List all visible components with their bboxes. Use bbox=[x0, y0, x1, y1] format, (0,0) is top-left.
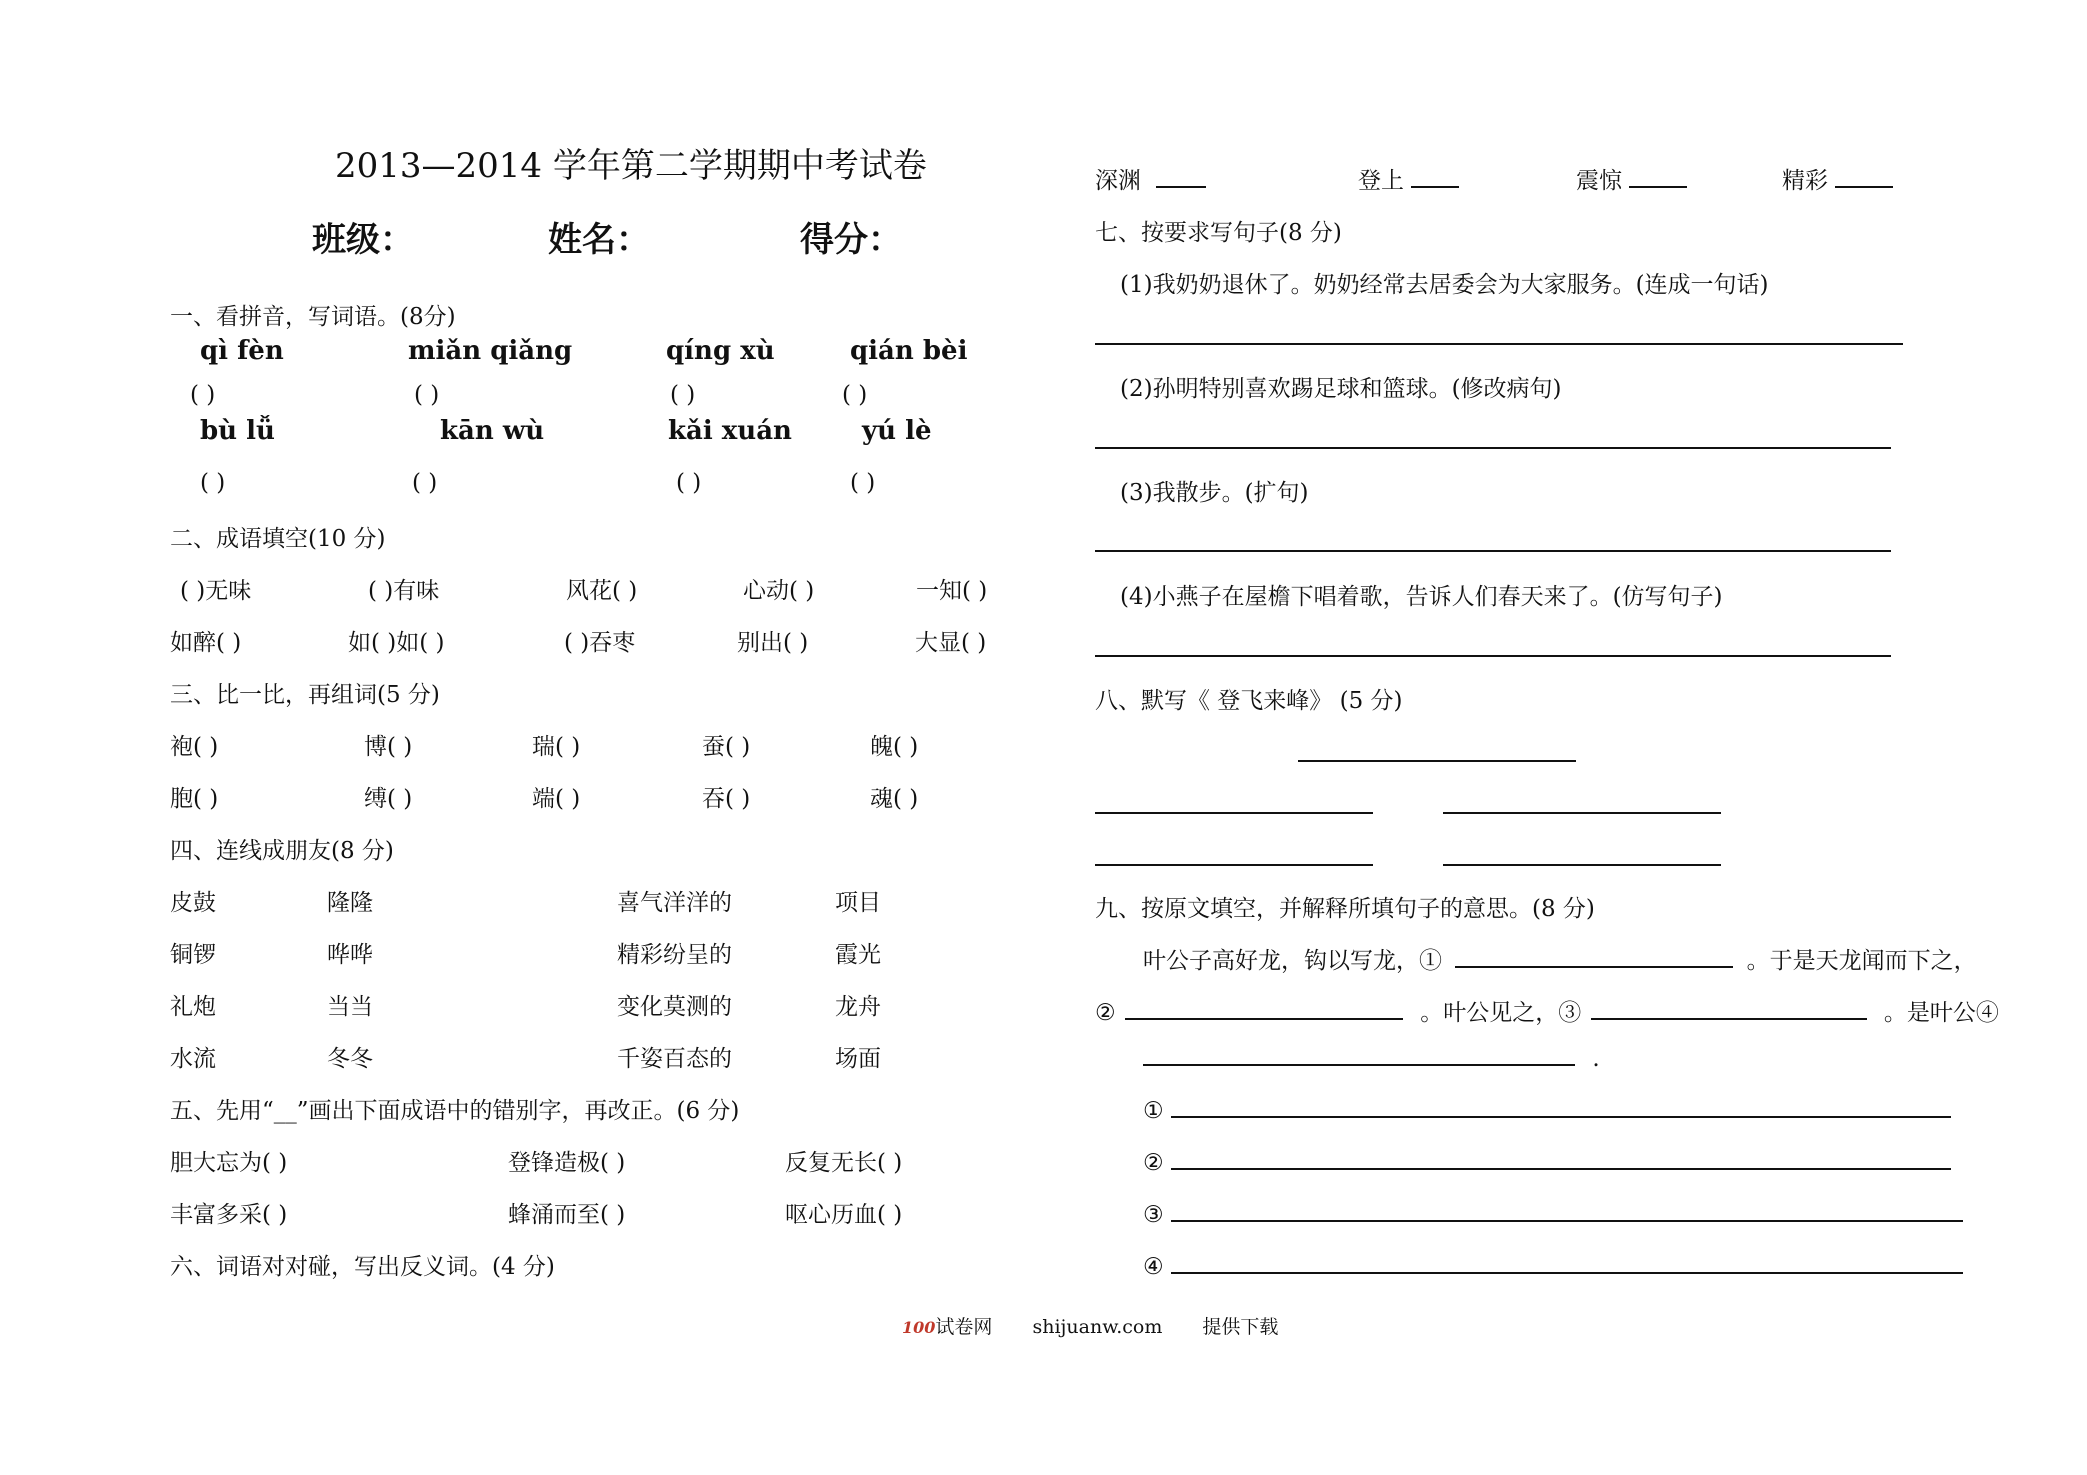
q7-heading: 七、按要求写句子(8 分) bbox=[1095, 220, 1342, 246]
q9-text: 。是叶公④ bbox=[1883, 1000, 1999, 1026]
idiom-blank: 心动( ) bbox=[743, 578, 815, 604]
answer-line[interactable] bbox=[1095, 447, 1891, 449]
match-word: 项目 bbox=[835, 890, 881, 916]
match-word: 隆隆 bbox=[327, 890, 373, 916]
idiom-blank: ( )有味 bbox=[368, 578, 440, 604]
idiom-blank: ( )吞枣 bbox=[564, 630, 636, 656]
antonym-item bbox=[1782, 162, 1893, 195]
match-word: 霞光 bbox=[835, 942, 881, 968]
answer-paren: ( ) bbox=[676, 470, 702, 496]
pinyin-item: yú lè bbox=[862, 416, 932, 446]
match-word: 当当 bbox=[327, 994, 373, 1020]
q9-heading: 九、按原文填空，并解释所填句子的意思。(8 分) bbox=[1095, 896, 1595, 922]
idiom-blank: 如( )如( ) bbox=[348, 630, 445, 656]
typo-idiom: 蜂涌而至( ) bbox=[508, 1202, 626, 1228]
typo-idiom: 登锋造极( ) bbox=[508, 1150, 626, 1176]
match-word: 皮鼓 bbox=[170, 890, 216, 916]
q9-text: 叶公子高好龙，钩以写龙，① bbox=[1143, 948, 1442, 974]
answer-paren: ( ) bbox=[842, 382, 868, 408]
q8-heading: 八、默写《 登飞来峰》 (5 分) bbox=[1095, 688, 1403, 714]
pinyin-item: kān wù bbox=[440, 416, 545, 446]
answer-paren: ( ) bbox=[850, 470, 876, 496]
poem-line[interactable] bbox=[1298, 760, 1576, 762]
char-compare: 魄( ) bbox=[870, 734, 919, 760]
q7-item: (4)小燕子在屋檐下唱着歌，告诉人们春天来了。(仿写句子) bbox=[1120, 584, 1723, 610]
antonym-word: 登上 bbox=[1358, 168, 1404, 194]
q9-line-2 bbox=[1095, 994, 1999, 1027]
antonym-item bbox=[1576, 162, 1687, 195]
poem-line[interactable] bbox=[1443, 812, 1721, 814]
q3-heading: 三、比一比，再组词(5 分) bbox=[170, 682, 440, 708]
answer-paren: ( ) bbox=[200, 470, 226, 496]
match-word: 场面 bbox=[835, 1046, 881, 1072]
site-logo-icon: 100 bbox=[902, 1318, 936, 1337]
q9-text: 。叶公见之，③ bbox=[1420, 1000, 1582, 1026]
q9-blank-1[interactable] bbox=[1455, 966, 1733, 968]
answer-paren: ( ) bbox=[414, 382, 440, 408]
typo-idiom: 反复无长( ) bbox=[785, 1150, 903, 1176]
page-title: 2013—2014 学年第二学期期中考试卷 bbox=[335, 146, 927, 186]
name-field-label: 姓名： bbox=[548, 220, 650, 260]
typo-idiom: 呕心历血( ) bbox=[785, 1202, 903, 1228]
pinyin-item: qì fèn bbox=[200, 336, 284, 366]
antonym-word: 深渊 bbox=[1095, 168, 1141, 194]
q7-item: (2)孙明特别喜欢踢足球和篮球。(修改病句) bbox=[1120, 376, 1562, 402]
q9-text: ② bbox=[1095, 1000, 1116, 1026]
q5-heading: 五、先用“__”画出下面成语中的错别字，再改正。(6 分) bbox=[170, 1098, 740, 1124]
q1-heading: 一、看拼音，写词语。(8分) bbox=[170, 304, 456, 330]
antonym-blank[interactable] bbox=[1835, 186, 1893, 188]
char-compare: 博( ) bbox=[364, 734, 413, 760]
char-compare: 蚕( ) bbox=[702, 734, 751, 760]
q9-blank-3[interactable] bbox=[1591, 1018, 1867, 1020]
q9-blank-4[interactable] bbox=[1143, 1064, 1575, 1066]
char-compare: 吞( ) bbox=[702, 786, 751, 812]
footer-note: 提供下载 bbox=[1202, 1316, 1279, 1338]
match-word: 龙舟 bbox=[835, 994, 881, 1020]
q9-line-1 bbox=[1143, 942, 1977, 975]
char-compare: 瑞( ) bbox=[532, 734, 581, 760]
antonym-blank[interactable] bbox=[1411, 186, 1459, 188]
char-compare: 袍( ) bbox=[170, 734, 219, 760]
q9-text: 。于是天龙闻而下之， bbox=[1746, 948, 1977, 974]
explain-number: ② bbox=[1143, 1150, 1164, 1176]
footer-domain[interactable]: shijuanw.com bbox=[1032, 1316, 1163, 1338]
answer-line[interactable] bbox=[1095, 655, 1891, 657]
char-compare: 缚( ) bbox=[364, 786, 413, 812]
q4-heading: 四、连线成朋友(8 分) bbox=[170, 838, 394, 864]
pinyin-item: qián bèi bbox=[850, 336, 968, 366]
match-word: 精彩纷呈的 bbox=[617, 942, 732, 968]
q9-line-3 bbox=[1143, 1046, 1600, 1072]
explain-number: ④ bbox=[1143, 1254, 1164, 1280]
explain-row bbox=[1143, 1202, 1963, 1228]
match-word: 铜锣 bbox=[170, 942, 216, 968]
char-compare: 魂( ) bbox=[870, 786, 919, 812]
answer-paren: ( ) bbox=[412, 470, 438, 496]
explain-line[interactable] bbox=[1171, 1168, 1951, 1170]
explain-line[interactable] bbox=[1171, 1272, 1963, 1274]
match-word: 礼炮 bbox=[170, 994, 216, 1020]
typo-idiom: 胆大忘为( ) bbox=[170, 1150, 288, 1176]
idiom-blank: 如醉( ) bbox=[170, 630, 242, 656]
antonym-word: 震惊 bbox=[1576, 168, 1622, 194]
score-field-label: 得分： bbox=[800, 220, 902, 260]
match-word: 水流 bbox=[170, 1046, 216, 1072]
match-word: 冬冬 bbox=[327, 1046, 373, 1072]
antonym-blank[interactable] bbox=[1156, 186, 1206, 188]
poem-line[interactable] bbox=[1095, 812, 1373, 814]
match-word: 哗哗 bbox=[327, 942, 373, 968]
idiom-blank: 别出( ) bbox=[737, 630, 809, 656]
q7-item: (1)我奶奶退休了。奶奶经常去居委会为大家服务。(连成一句话) bbox=[1120, 272, 1769, 298]
idiom-blank: 大显( ) bbox=[915, 630, 987, 656]
antonym-word: 精彩 bbox=[1782, 168, 1828, 194]
antonym-blank[interactable] bbox=[1629, 186, 1687, 188]
pinyin-item: bù lǚ bbox=[200, 416, 275, 446]
pinyin-item: kǎi xuán bbox=[668, 416, 792, 446]
pinyin-item: miǎn qiǎng bbox=[408, 336, 573, 366]
match-word: 变化莫测的 bbox=[617, 994, 732, 1020]
explain-row bbox=[1143, 1098, 1951, 1124]
answer-line[interactable] bbox=[1095, 343, 1903, 345]
pinyin-item: qíng xù bbox=[666, 336, 775, 366]
poem-line[interactable] bbox=[1095, 864, 1373, 866]
footer bbox=[902, 1312, 1278, 1339]
char-compare: 端( ) bbox=[532, 786, 581, 812]
class-field-label: 班级： bbox=[312, 220, 414, 260]
typo-idiom: 丰富多采( ) bbox=[170, 1202, 288, 1228]
char-compare: 胞( ) bbox=[170, 786, 219, 812]
answer-paren: ( ) bbox=[190, 382, 216, 408]
antonym-item bbox=[1095, 162, 1206, 195]
explain-row bbox=[1143, 1150, 1951, 1176]
idiom-blank: ( )无味 bbox=[180, 578, 252, 604]
q9-text: . bbox=[1592, 1046, 1600, 1072]
answer-line[interactable] bbox=[1095, 550, 1891, 552]
explain-line[interactable] bbox=[1171, 1220, 1963, 1222]
explain-row bbox=[1143, 1254, 1963, 1280]
footer-site-name: 试卷网 bbox=[935, 1316, 993, 1338]
explain-line[interactable] bbox=[1171, 1116, 1951, 1118]
idiom-blank: 一知( ) bbox=[916, 578, 988, 604]
match-word: 喜气洋洋的 bbox=[617, 890, 732, 916]
match-word: 千姿百态的 bbox=[617, 1046, 732, 1072]
explain-number: ① bbox=[1143, 1098, 1164, 1124]
q2-heading: 二、成语填空(10 分) bbox=[170, 526, 386, 552]
q7-item: (3)我散步。(扩句) bbox=[1120, 480, 1309, 506]
q9-blank-2[interactable] bbox=[1125, 1018, 1403, 1020]
q6-heading: 六、词语对对碰，写出反义词。(4 分) bbox=[170, 1254, 555, 1280]
idiom-blank: 风花( ) bbox=[566, 578, 638, 604]
answer-paren: ( ) bbox=[670, 382, 696, 408]
explain-number: ③ bbox=[1143, 1202, 1164, 1228]
antonym-item bbox=[1358, 162, 1459, 195]
poem-line[interactable] bbox=[1443, 864, 1721, 866]
